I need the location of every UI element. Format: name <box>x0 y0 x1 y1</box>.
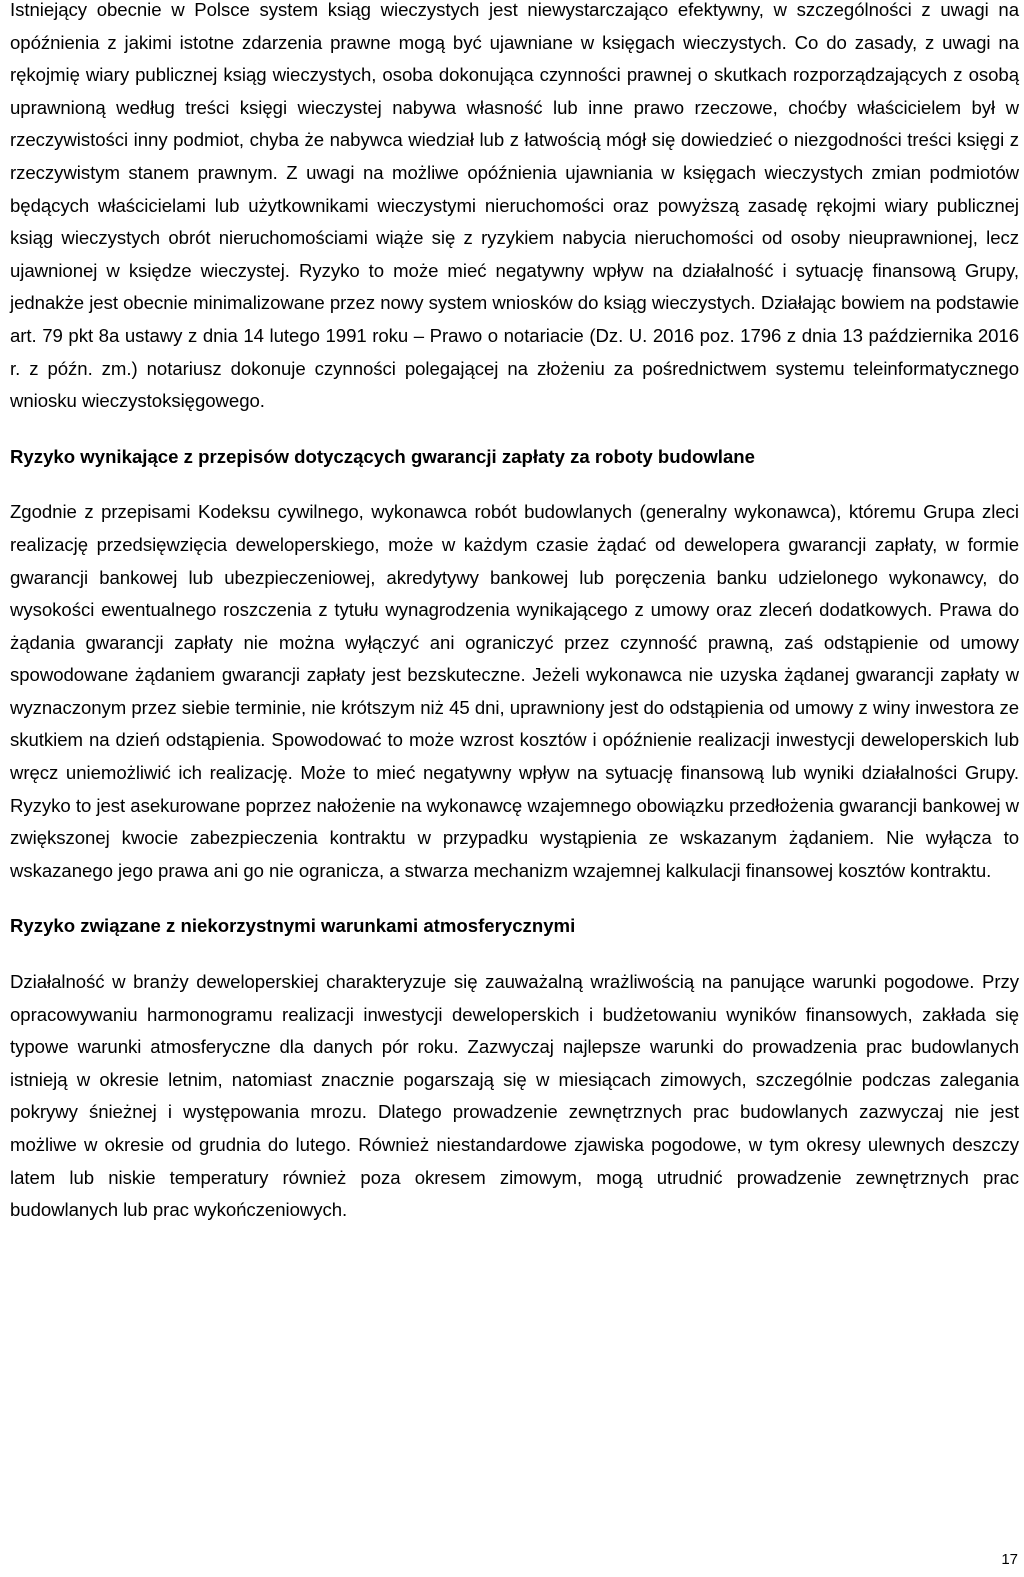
paragraph-payment-guarantee-risk: Zgodnie z przepisami Kodeksu cywilnego, wykonawca robót budowlanych (generalny wykonawca), któremu Grupa zleci realizację przedsięwzięcia deweloperskiego, może w każdym czasie żądać od dewelopera gwarancji zapłaty, w formie gwarancji bankowej lub ubezpieczeniowej, akredytywy bankowej lub poręczenia banku udzielonego wykonawcy, do wysokości ewentualnego roszczenia z tytułu wynagrodzenia wynikającego z umowy oraz zleceń dodatkowych. Prawa do żądania gwarancji zapłaty nie można wyłączyć ani ograniczyć przez czynność prawną, zaś odstąpienie od umowy spowodowane żądaniem gwarancji zapłaty jest bezskuteczne. Jeżeli wykonawca nie uzyska żądanej gwarancji zapłaty w wyznaczonym przez siebie terminie, nie krótszym niż 45 dni, uprawniony jest do odstąpienia od umowy z winy inwestora ze skutkiem na dzień odstąpienia. Spowodować to może wzrost kosztów i opóźnienie realizacji inwestycji deweloperskich lub wręcz uniemożliwić ich realizację. Może to mieć negatywny wpływ na sytuację finansową lub wyniki działalności Grupy. Ryzyko to jest asekurowane poprzez nałożenie na wykonawcę wzajemnego obowiązku przedłożenia gwarancji bankowej w zwiększonej kwocie zabezpieczenia kontraktu w przypadku wystąpienia ze wskazanym żądaniem. Nie wyłącza to wskazanego jego prawa ani go nie ogranicza, a stwarza mechanizm wzajemnej kalkulacji finansowej kosztów kontraktu. <box>10 501 1019 881</box>
paragraph-land-registry-risk: Istniejący obecnie w Polsce system ksiąg wieczystych jest niewystarczająco efektywny, w szczególności z uwagi na opóźnienia z jakimi istotne zdarzenia prawne mogą być ujawniane w księgach wieczystych. Co do zasady, z uwagi na rękojmię wiary publicznej ksiąg wieczystych, osoba dokonująca czynności prawnej o skutkach rozporządzających z osobą uprawnioną według treści księgi wieczystej nabywa własność lub inne prawo rzeczowe, choćby właścicielem był w rzeczywistości inny podmiot, chyba że nabywca wiedział lub z łatwością mógł się dowiedzieć o niezgodności treści księgi z rzeczywistym stanem prawnym. Z uwagi na możliwe opóźnienia ujawniania w księgach wieczystych zmian podmiotów będących właścicielami lub użytkownikami wieczystymi nieruchomości oraz powyższą zasadę rękojmi wiary publicznej ksiąg wieczystych obrót nieruchomościami wiąże się z ryzykiem nabycia nieruchomości od osoby nieuprawnionej, lecz ujawnionej w księdze wieczystej. Ryzyko to może mieć negatywny wpływ na działalność i sytuację finansową Grupy, jednakże jest obecnie minimalizowane przez nowy system wniosków do ksiąg wieczystych. Działając bowiem na podstawie art. 79 pkt 8a ustawy z dnia 14 lutego 1991 roku – Prawo o notariacie (Dz. U. 2016 poz. 1796 z dnia 13 października 2016 r. z późn. zm.) notariusz dokonuje czynności polegającej na złożeniu za pośrednictwem systemu teleinformatycznego wniosku wieczystoksięgowego. <box>10 0 1019 412</box>
document-page <box>10 0 1019 1227</box>
page-number: 17 <box>1001 1551 1018 1568</box>
paragraph-weather-risk: Działalność w branży deweloperskiej charakteryzuje się zauważalną wrażliwością na panujące warunki pogodowe. Przy opracowywaniu harmonogramu realizacji inwestycji deweloperskich i budżetowaniu wyników finansowych, zakłada się typowe warunki atmosferyczne dla danych pór roku. Zazwyczaj najlepsze warunki do prowadzenia prac budowlanych istnieją w okresie letnim, natomiast znacznie pogarszają się w miesiącach zimowych, szczególnie podczas zalegania pokrywy śnieżnej i występowania mrozu. Dlatego prowadzenie zewnętrznych prac budowlanych zazwyczaj nie jest możliwe w okresie od grudnia do lutego. Również niestandardowe zjawiska pogodowe, w tym okresy ulewnych deszczy latem lub niskie temperatury również poza okresem zimowym, mogą utrudnić prowadzenie zewnętrznych prac budowlanych lub prac wykończeniowych. <box>10 971 1019 1221</box>
section-heading-payment-guarantee-risk: Ryzyko wynikające z przepisów dotyczących gwarancji zapłaty za roboty budowlane <box>10 445 756 467</box>
section-heading-weather-risk: Ryzyko związane z niekorzystnymi warunkami atmosferycznymi <box>10 915 576 937</box>
